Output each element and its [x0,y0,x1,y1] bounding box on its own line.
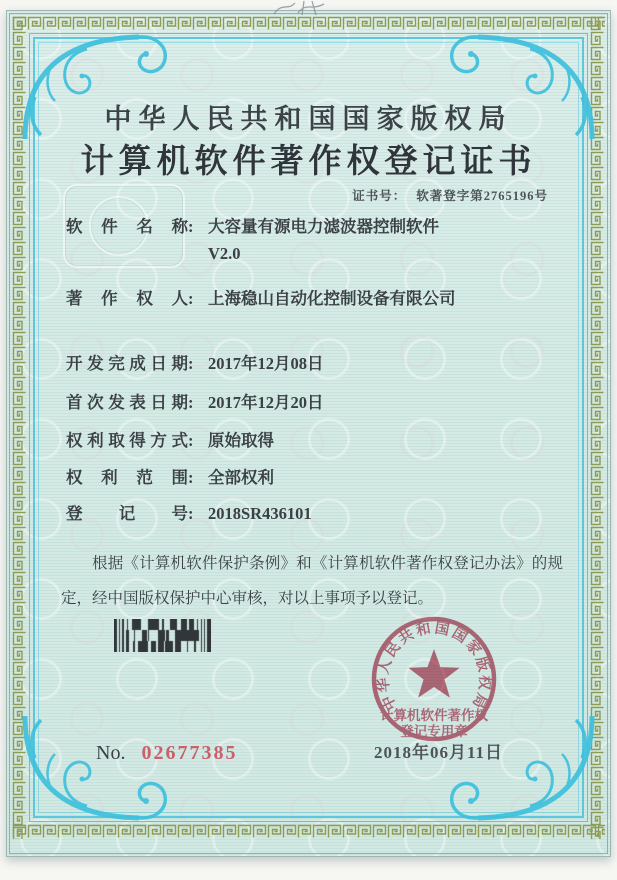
authority-title: 中华人民共和国国家版权局 [104,104,513,134]
certificate-number-label: 证书号： [352,189,407,203]
field-colon: : [188,431,194,450]
handwriting-mark [268,0,330,16]
seal-line2: 登记专用章 [400,724,468,739]
field-label: 软件名称 [66,217,188,236]
certificate [6,10,611,857]
field-label: 首次发表日期 [66,393,188,412]
field-completion-date [66,350,324,377]
corner-flourish-bottom-left [21,713,171,828]
issue-date: 2018年06月11日 [374,743,504,762]
registration-number-value: 2018SR436101 [208,504,312,523]
seal-star-icon [408,649,459,698]
publication-date-value: 2017年12月20日 [208,393,324,412]
rights-scope-value: 全部权利 [208,468,274,487]
barcode [114,619,211,652]
field-value-block [208,213,439,267]
certificate-title: 计算机软件著作权登记证书 [80,144,537,180]
field-colon: : [188,217,194,236]
field-copyright-owner [66,285,456,312]
field-rights-scope [66,464,274,491]
field-colon: : [188,289,194,308]
field-label: 著作权人 [66,289,188,308]
copyright-owner-value: 上海稳山自动化控制设备有限公司 [208,289,456,308]
software-name-value: 大容量有源电力滤波器控制软件 [208,217,439,236]
field-colon: : [188,354,194,373]
acquisition-method-value: 原始取得 [208,431,274,450]
seal-arc-text: 中华人民共和国国家版权局 [375,620,493,713]
certificate-number-line [352,186,548,204]
field-colon: : [188,468,194,487]
field-colon: : [188,393,194,412]
field-publication-date [66,389,324,416]
certificate-number-value: 软著登字第2765196号 [416,189,548,203]
field-registration-number [66,500,312,527]
serial-number: 02677385 [141,742,238,764]
statement-paragraph: 根据《计算机软件保护条例》和《计算机软件著作权登记办法》的规定，经中国版权保护中心审核，对以上事项予以登记。 [61,555,563,607]
field-software-name [66,213,439,267]
field-colon: : [188,504,194,523]
completion-date-value: 2017年12月08日 [208,354,324,373]
field-label: 开发完成日期 [66,354,188,373]
field-acquisition-method [66,427,274,454]
software-version-value: V2.0 [208,244,241,263]
serial-number-line [96,742,237,765]
field-label: 登记号 [66,504,188,523]
seal-line1: 计算机软件著作权 [380,708,488,723]
field-label: 权利范围 [66,468,188,487]
serial-label: No. [96,742,126,764]
field-label: 权利取得方式 [66,431,188,450]
